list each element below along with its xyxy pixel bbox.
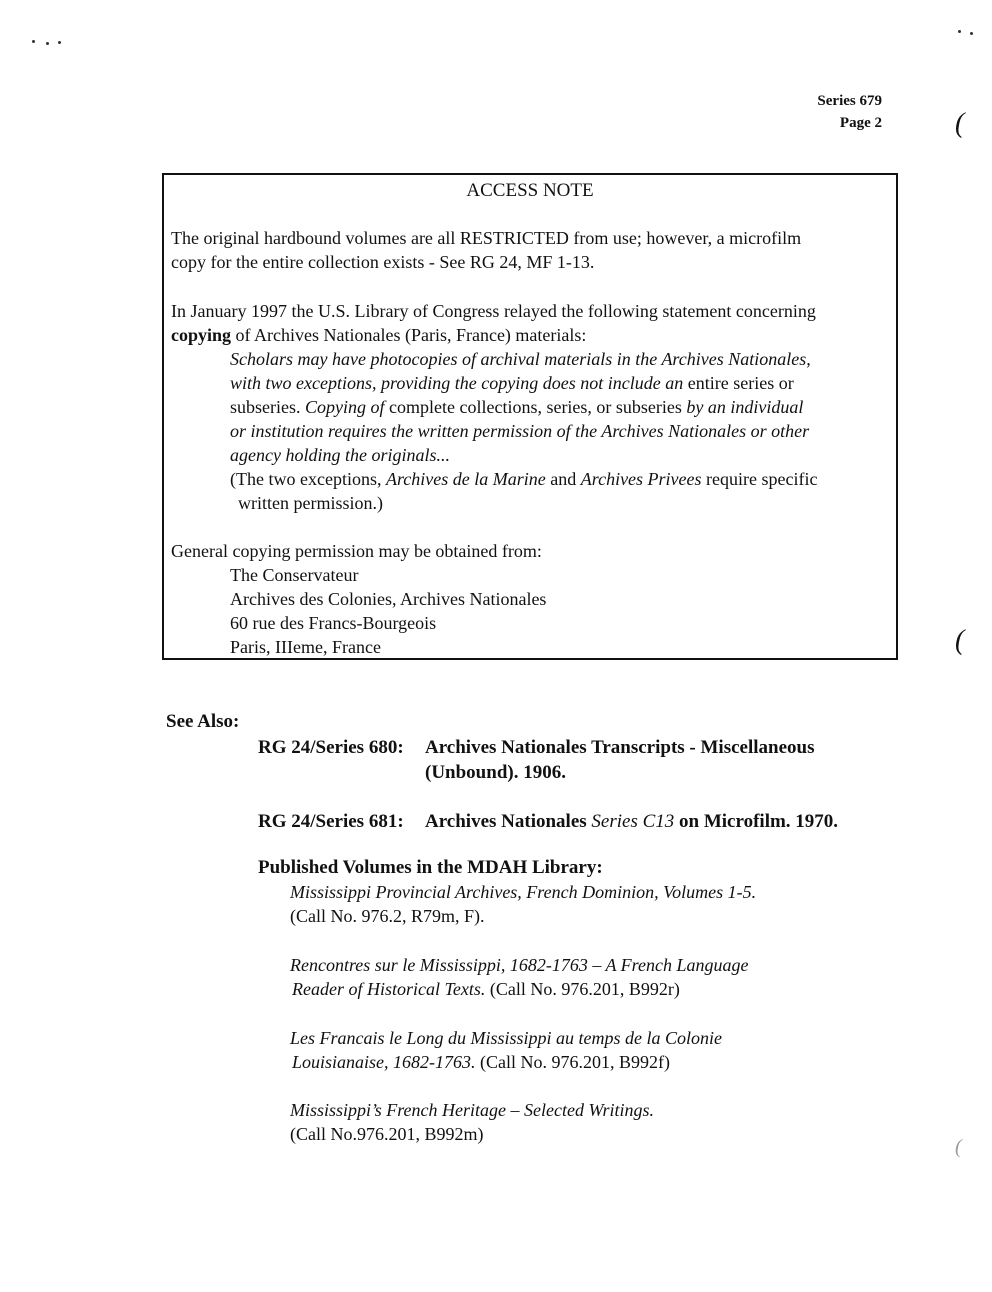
volume-1-title: Mississippi Provincial Archives, French Dominion, Volumes 1-5. xyxy=(290,882,757,902)
volume-2-call-number: (Call No. 976.201, B992r) xyxy=(485,979,680,999)
exceptions-and: and xyxy=(545,469,581,489)
volume-4-call-number: (Call No.976.201, B992m) xyxy=(290,1124,484,1144)
margin-paren-mark: ( xyxy=(955,625,965,656)
volume-3-line-2 xyxy=(292,1052,670,1073)
quote-line-4: or institution requires the written permission of the Archives Nationales or other xyxy=(230,421,810,441)
exceptions-line-2: written permission.) xyxy=(238,493,383,513)
ref-2-title-a: Archives Nationales xyxy=(425,811,592,832)
ref-1-title-line-2: (Unbound). 1906. xyxy=(425,762,566,783)
volume-4-title: Mississippi’s French Heritage – Selected Writings. xyxy=(290,1100,654,1120)
ref-2-title-c: on Microfilm. 1970. xyxy=(674,811,839,832)
address-line-3: 60 rue des Francs-Bourgeois xyxy=(230,613,437,633)
quote-line-2-plain: entire series or xyxy=(683,373,794,393)
access-note-title: ACCESS NOTE xyxy=(466,180,594,201)
restriction-line-2: copy for the entire collection exists - See RG 24, MF 1-13. xyxy=(171,252,595,272)
ref-2-id: RG 24/Series 681: xyxy=(258,811,404,832)
volume-1-call-number: (Call No. 976.2, R79m, F). xyxy=(290,906,485,926)
general-permission-line: General copying permission may be obtained from: xyxy=(171,541,542,561)
volume-2-title-line-2: Reader of Historical Texts. xyxy=(292,979,486,999)
quote-line-1: Scholars may have photocopies of archival materials in the Archives Nationales, xyxy=(230,349,811,369)
scan-speck xyxy=(958,30,961,33)
copying-bold-word: copying xyxy=(171,325,232,345)
address-line-2: Archives des Colonies, Archives Nationales xyxy=(230,589,547,609)
see-also-label: See Also: xyxy=(166,711,240,732)
scan-speck xyxy=(58,41,61,44)
exceptions-a: (The two exceptions, xyxy=(230,469,386,489)
loc-statement-line-2 xyxy=(171,325,586,346)
volume-2-line-2 xyxy=(292,979,680,1000)
ref-2-title-series: Series C13 xyxy=(591,811,675,832)
restriction-line-1: The original hardbound volumes are all RESTRICTED from use; however, a microfilm xyxy=(171,228,802,248)
scan-speck xyxy=(970,32,973,35)
loc-statement-rest: of Archives Nationales (Paris, France) materials: xyxy=(231,325,587,345)
exceptions-privees: Archives Privees xyxy=(580,469,702,489)
quote-line-3-c: complete collections, series, or subseries xyxy=(384,397,687,417)
volume-2-title-line-1: Rencontres sur le Mississippi, 1682-1763 – A French Language xyxy=(290,955,749,975)
scan-speck xyxy=(46,42,49,45)
quote-line-2-italic: with two exceptions, providing the copying does not include an xyxy=(230,373,684,393)
quote-line-2 xyxy=(230,373,794,394)
series-number: Series 679 xyxy=(817,93,882,109)
ref-2-title xyxy=(425,811,838,833)
margin-paren-mark: ( xyxy=(955,108,965,139)
address-line-1: The Conservateur xyxy=(230,565,359,585)
quote-line-3-a: subseries. xyxy=(230,397,305,417)
page-number: Page 2 xyxy=(839,115,882,131)
published-volumes-heading: Published Volumes in the MDAH Library: xyxy=(258,857,603,878)
quote-line-5: agency holding the originals... xyxy=(230,445,450,465)
ref-1-id: RG 24/Series 680: xyxy=(258,737,404,758)
ref-1-title-line-1: Archives Nationales Transcripts - Miscellaneous xyxy=(425,737,815,758)
volume-3-call-number: (Call No. 976.201, B992f) xyxy=(475,1052,670,1072)
access-note-box xyxy=(162,173,898,660)
margin-paren-mark: ( xyxy=(955,1136,962,1158)
volume-3-title-line-1: Les Francais le Long du Mississippi au temps de la Colonie xyxy=(290,1028,722,1048)
exceptions-marine: Archives de la Marine xyxy=(385,469,546,489)
volume-3-title-line-2: Louisianaise, 1682-1763. xyxy=(292,1052,476,1072)
exceptions-e: require specific xyxy=(701,469,818,489)
quote-line-3-d: by an individual xyxy=(686,397,804,417)
loc-statement-line-1: In January 1997 the U.S. Library of Congress relayed the following statement concerning xyxy=(171,301,816,321)
address-line-4: Paris, IIIeme, France xyxy=(230,637,381,657)
scan-speck xyxy=(32,40,35,43)
exceptions-line-1 xyxy=(230,469,817,490)
quote-line-3 xyxy=(230,397,803,418)
quote-line-3-b: Copying of xyxy=(305,397,385,417)
